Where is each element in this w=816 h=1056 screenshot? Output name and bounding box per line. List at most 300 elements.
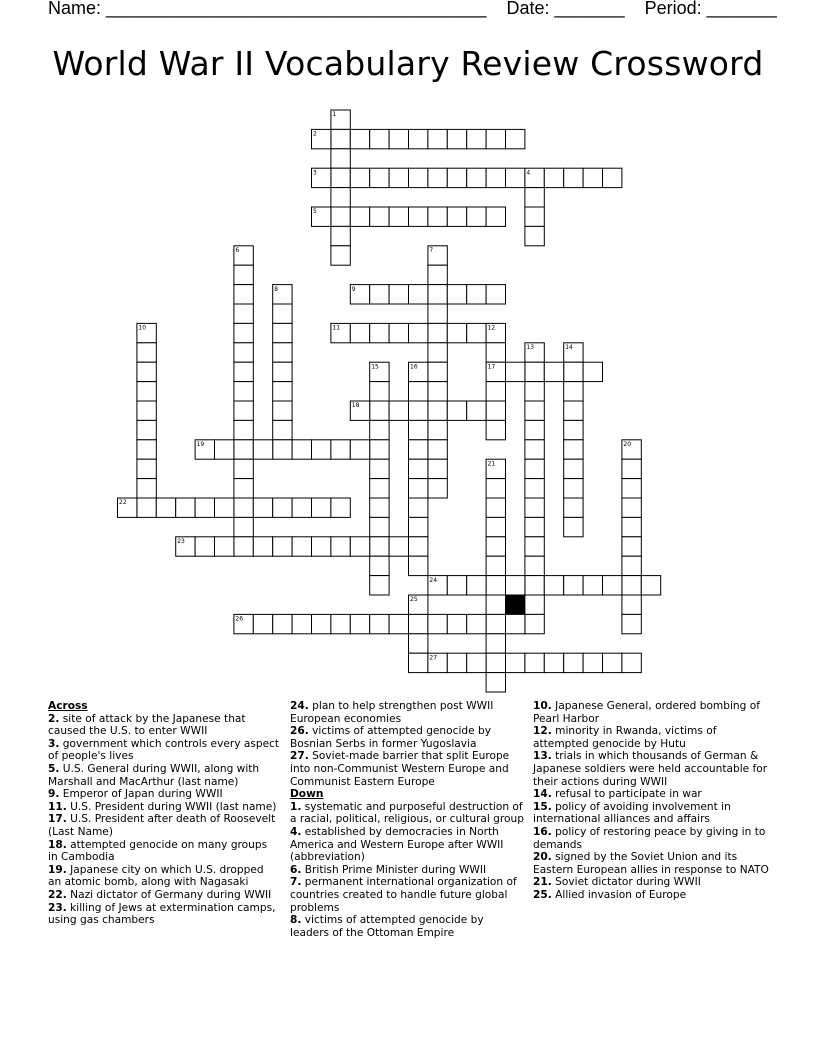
- grid-cell[interactable]: [622, 517, 641, 536]
- grid-cell[interactable]: [370, 440, 389, 459]
- grid-cell[interactable]: [389, 401, 408, 420]
- grid-cell[interactable]: [486, 576, 505, 595]
- grid-cell[interactable]: [428, 401, 447, 420]
- grid-cell[interactable]: [389, 537, 408, 556]
- grid-cell[interactable]: [350, 207, 369, 226]
- clue-text: policy of restoring peace by giving in to demands: [533, 825, 766, 851]
- grid-cell[interactable]: [234, 440, 253, 459]
- grid-cell[interactable]: [564, 382, 583, 401]
- grid-cell[interactable]: [447, 653, 466, 672]
- grid-cell[interactable]: [350, 440, 369, 459]
- grid-cell[interactable]: [273, 362, 292, 381]
- grid-cell[interactable]: [525, 188, 544, 207]
- grid-cell[interactable]: [525, 459, 544, 478]
- grid-cell[interactable]: [409, 382, 428, 401]
- grid-cell[interactable]: [389, 614, 408, 633]
- clue-item: [48, 738, 280, 763]
- period-label: Period:: [644, 0, 702, 18]
- grid-cell[interactable]: [525, 207, 544, 226]
- grid-cell[interactable]: [273, 537, 292, 556]
- clue-text: site of attack by the Japanese that caused the U.S. to enter WWII: [48, 712, 246, 738]
- grid-cell[interactable]: [486, 285, 505, 304]
- grid-cell[interactable]: [486, 614, 505, 633]
- grid-cell[interactable]: [409, 537, 428, 556]
- grid-cell[interactable]: [428, 285, 447, 304]
- grid-cell[interactable]: [564, 362, 583, 381]
- clue-text: trials in which thousands of German & Japanese soldiers were held accountable for their actions during WWII: [533, 750, 768, 788]
- clue-item: [533, 876, 769, 889]
- grid-cell[interactable]: [312, 498, 331, 517]
- date-label: Date:: [506, 0, 550, 18]
- grid-cell[interactable]: [525, 537, 544, 556]
- grid-cell[interactable]: [467, 614, 486, 633]
- grid-cell[interactable]: [234, 304, 253, 323]
- grid-cell[interactable]: [409, 440, 428, 459]
- grid-cell[interactable]: [234, 498, 253, 517]
- grid-cell[interactable]: [292, 440, 311, 459]
- clue-number-label: 24.: [290, 700, 309, 712]
- clue-number: 3: [313, 169, 317, 177]
- clue-column-3: [533, 700, 769, 902]
- grid-cell[interactable]: [234, 382, 253, 401]
- grid-cell[interactable]: [215, 440, 234, 459]
- clue-text: refusal to participate in war: [551, 788, 702, 801]
- grid-cell[interactable]: [350, 323, 369, 342]
- clue-number: 6: [235, 247, 240, 254]
- name-label: Name:: [48, 0, 102, 18]
- grid-cell[interactable]: [370, 459, 389, 478]
- clue-number: 27: [429, 654, 438, 662]
- grid-cell[interactable]: [370, 382, 389, 401]
- clue-heading-down: Down: [290, 788, 324, 801]
- clue-number-label: 21.: [533, 876, 552, 889]
- grid-cell[interactable]: [506, 653, 525, 672]
- grid-cell[interactable]: [234, 285, 253, 304]
- clue-text: signed by the Soviet Union and its Eastern European allies in response to NATO: [533, 851, 769, 876]
- grid-cell[interactable]: [622, 498, 641, 517]
- grid-cell[interactable]: [331, 246, 350, 265]
- grid-cell[interactable]: [331, 226, 350, 245]
- grid-cell[interactable]: [506, 168, 525, 187]
- grid-cell[interactable]: [137, 479, 156, 498]
- grid-cell[interactable]: [312, 440, 331, 459]
- grid-cell[interactable]: [467, 168, 486, 187]
- grid-cell[interactable]: [350, 129, 369, 148]
- grid-cell[interactable]: [273, 614, 292, 633]
- grid-cell[interactable]: [215, 498, 234, 517]
- grid-cell[interactable]: [486, 537, 505, 556]
- grid-cell[interactable]: [486, 382, 505, 401]
- grid-cell[interactable]: [564, 420, 583, 439]
- clue-number-label: 6.: [290, 863, 302, 876]
- grid-cell[interactable]: [195, 498, 214, 517]
- grid-cell[interactable]: [447, 285, 466, 304]
- grid-cell[interactable]: [370, 537, 389, 556]
- grid-cell[interactable]: [486, 401, 505, 420]
- grid-cell[interactable]: [467, 401, 486, 420]
- clue-number-label: 1.: [290, 800, 302, 813]
- clue-item: [48, 902, 280, 927]
- grid-cell[interactable]: [428, 343, 447, 362]
- grid-cell[interactable]: [486, 556, 505, 575]
- clue-text: Nazi dictator of Germany during WWII: [66, 888, 272, 901]
- grid-cell[interactable]: [234, 343, 253, 362]
- grid-cell[interactable]: [544, 362, 563, 381]
- grid-cell[interactable]: [370, 285, 389, 304]
- grid-cell[interactable]: [370, 323, 389, 342]
- grid-cell[interactable]: [137, 498, 156, 517]
- grid-cell[interactable]: [447, 576, 466, 595]
- grid-cell[interactable]: [564, 168, 583, 187]
- grid-cell[interactable]: [486, 634, 505, 653]
- grid-cell[interactable]: [428, 304, 447, 323]
- grid-cell[interactable]: [564, 653, 583, 672]
- grid-cell[interactable]: [525, 401, 544, 420]
- grid-cell[interactable]: [331, 440, 350, 459]
- clue-number: 26: [235, 615, 244, 623]
- grid-cell[interactable]: [389, 207, 408, 226]
- grid-cell[interactable]: [253, 440, 272, 459]
- grid-cell[interactable]: [370, 129, 389, 148]
- grid-cell[interactable]: [467, 323, 486, 342]
- grid-cell[interactable]: [428, 614, 447, 633]
- clue-text: permanent international organization of countries created to handle future global problems: [290, 876, 517, 914]
- grid-cell[interactable]: [331, 149, 350, 168]
- grid-cell[interactable]: [370, 614, 389, 633]
- grid-cell[interactable]: [215, 537, 234, 556]
- grid-cell[interactable]: [312, 614, 331, 633]
- grid-cell[interactable]: [234, 479, 253, 498]
- grid-cell[interactable]: [137, 401, 156, 420]
- clue-text: Allied invasion of Europe: [551, 888, 687, 901]
- grid-cell[interactable]: [370, 168, 389, 187]
- clue-text: Soviet-made barrier that split Europe into non-Communist Western Europe and Communist Eastern Europe: [290, 750, 510, 788]
- grid-cell[interactable]: [370, 401, 389, 420]
- grid-cell[interactable]: [506, 576, 525, 595]
- grid-cell[interactable]: [603, 168, 622, 187]
- grid-cell[interactable]: [370, 479, 389, 498]
- grid-cell[interactable]: [137, 343, 156, 362]
- clue-item: [290, 864, 526, 877]
- grid-cell[interactable]: [486, 420, 505, 439]
- grid-cell[interactable]: [234, 362, 253, 381]
- clue-number: 24: [429, 576, 438, 584]
- grid-cell[interactable]: [234, 537, 253, 556]
- name-blank[interactable]: ______________________________________: [106, 0, 487, 18]
- grid-cell[interactable]: [409, 479, 428, 498]
- grid-cell[interactable]: [292, 614, 311, 633]
- grid-cell[interactable]: [447, 614, 466, 633]
- grid-cell[interactable]: [331, 129, 350, 148]
- clue-number-label: 26.: [290, 725, 309, 738]
- grid-cell[interactable]: [409, 614, 428, 633]
- grid-cell[interactable]: [467, 129, 486, 148]
- clue-text: established by democracies in North America and Western Europe after WWII (abbreviation): [290, 825, 504, 864]
- grid-cell[interactable]: [137, 382, 156, 401]
- grid-cell[interactable]: [292, 498, 311, 517]
- grid-cell[interactable]: [486, 168, 505, 187]
- clue-text: Japanese General, ordered bombing of Pearl Harbor: [533, 700, 760, 725]
- period-blank[interactable]: _______: [706, 0, 777, 18]
- clue-number: 16: [410, 363, 418, 371]
- grid-cell[interactable]: [409, 653, 428, 672]
- grid-cell[interactable]: [253, 498, 272, 517]
- clue-number-label: 3.: [48, 737, 60, 750]
- grid-cell[interactable]: [603, 653, 622, 672]
- grid-cell[interactable]: [389, 285, 408, 304]
- grid-cell[interactable]: [409, 285, 428, 304]
- grid-cell[interactable]: [234, 265, 253, 284]
- clue-heading-across: Across: [48, 700, 88, 712]
- clue-item: [48, 788, 280, 801]
- grid-cell[interactable]: [137, 362, 156, 381]
- grid-cell[interactable]: [409, 207, 428, 226]
- clue-number: 2: [313, 130, 317, 138]
- grid-cell[interactable]: [350, 614, 369, 633]
- grid-cell[interactable]: [273, 343, 292, 362]
- grid-cell[interactable]: [350, 537, 369, 556]
- grid-cell[interactable]: [525, 595, 544, 614]
- grid-cell[interactable]: [176, 498, 195, 517]
- grid-cell[interactable]: [467, 285, 486, 304]
- clue-number-label: 15.: [533, 800, 552, 813]
- clue-item: [533, 750, 769, 788]
- grid-cell[interactable]: [273, 498, 292, 517]
- grid-cell[interactable]: [525, 382, 544, 401]
- grid-cell[interactable]: [525, 517, 544, 536]
- grid-cell[interactable]: [506, 129, 525, 148]
- clue-number: 19: [196, 441, 205, 448]
- grid-cell[interactable]: [409, 556, 428, 575]
- grid-cell[interactable]: [428, 129, 447, 148]
- clue-item: [290, 801, 526, 826]
- grid-cell[interactable]: [409, 517, 428, 536]
- grid-cell[interactable]: [331, 614, 350, 633]
- grid-cell[interactable]: [253, 537, 272, 556]
- grid-cell[interactable]: [331, 207, 350, 226]
- grid-cell[interactable]: [428, 420, 447, 439]
- date-blank[interactable]: _______: [554, 0, 625, 18]
- grid-cell[interactable]: [525, 498, 544, 517]
- grid-cell[interactable]: [447, 129, 466, 148]
- grid-cell[interactable]: [409, 634, 428, 653]
- grid-cell[interactable]: [234, 401, 253, 420]
- clue-number: 1: [332, 111, 337, 119]
- grid-cell[interactable]: [312, 537, 331, 556]
- grid-cell[interactable]: [428, 440, 447, 459]
- grid-cell[interactable]: [622, 459, 641, 478]
- grid-cell[interactable]: [583, 168, 602, 187]
- grid-cell[interactable]: [350, 168, 369, 187]
- grid-cell[interactable]: [525, 576, 544, 595]
- grid-cell[interactable]: [389, 323, 408, 342]
- clue-number-label: 27.: [290, 750, 309, 763]
- grid-cell[interactable]: [137, 420, 156, 439]
- grid-cell[interactable]: [583, 362, 602, 381]
- grid-cell[interactable]: [564, 440, 583, 459]
- grid-cell[interactable]: [564, 401, 583, 420]
- clue-text: British Prime Minister during WWII: [301, 863, 487, 876]
- clue-text: policy of avoiding involvement in international alliances and affairs: [533, 800, 731, 826]
- grid-cell[interactable]: [525, 226, 544, 245]
- clue-number-label: 11.: [48, 800, 67, 813]
- grid-cell[interactable]: [331, 537, 350, 556]
- grid-cell[interactable]: [641, 576, 660, 595]
- grid-cell[interactable]: [253, 614, 272, 633]
- clue-item: [533, 826, 769, 851]
- grid-cell[interactable]: [273, 420, 292, 439]
- grid-cell[interactable]: [273, 440, 292, 459]
- clue-number-label: 18.: [48, 838, 67, 851]
- grid-cell[interactable]: [428, 459, 447, 478]
- clue-item: [290, 725, 526, 750]
- clue-text: government which controls every aspect of people's lives: [48, 737, 280, 763]
- clue-number: 11: [332, 324, 341, 332]
- grid-cell[interactable]: [486, 479, 505, 498]
- grid-cell[interactable]: [428, 382, 447, 401]
- grid-cell[interactable]: [486, 343, 505, 362]
- grid-cell[interactable]: [603, 576, 622, 595]
- clue-text: attempted genocide on many groups in Cambodia: [48, 838, 268, 864]
- grid-cell[interactable]: [273, 401, 292, 420]
- grid-cell[interactable]: [273, 382, 292, 401]
- grid-cell[interactable]: [622, 595, 641, 614]
- grid-cell[interactable]: [622, 576, 641, 595]
- grid-cell[interactable]: [409, 323, 428, 342]
- clue-number: 23: [177, 538, 185, 545]
- grid-cell[interactable]: [486, 517, 505, 536]
- clue-column-1: [48, 700, 280, 927]
- clue-number-label: 17.: [48, 813, 67, 826]
- grid-cell[interactable]: [234, 459, 253, 478]
- grid-cell[interactable]: [234, 323, 253, 342]
- grid-cell[interactable]: [331, 498, 350, 517]
- grid-cell[interactable]: [583, 653, 602, 672]
- clue-text: Soviet dictator during WWII: [551, 876, 701, 889]
- grid-cell[interactable]: [409, 401, 428, 420]
- clue-text: killing of Jews at extermination camps, using gas chambers: [48, 901, 276, 927]
- grid-cell[interactable]: [486, 673, 505, 692]
- grid-cell[interactable]: [622, 614, 641, 633]
- grid-cell[interactable]: [525, 556, 544, 575]
- grid-cell[interactable]: [486, 595, 505, 614]
- grid-cell[interactable]: [525, 614, 544, 633]
- clue-number-label: 5.: [48, 762, 60, 775]
- grid-cell[interactable]: [156, 498, 175, 517]
- grid-cell[interactable]: [137, 459, 156, 478]
- grid-cell[interactable]: [370, 576, 389, 595]
- grid-cell[interactable]: [428, 207, 447, 226]
- grid-cell[interactable]: [428, 265, 447, 284]
- grid-cell[interactable]: [525, 362, 544, 381]
- grid-cell[interactable]: [564, 498, 583, 517]
- grid-cell[interactable]: [389, 129, 408, 148]
- grid-cell[interactable]: [409, 498, 428, 517]
- grid-cell[interactable]: [331, 168, 350, 187]
- clue-text: plan to help strengthen post WWII European economies: [290, 700, 494, 725]
- grid-cell[interactable]: [467, 207, 486, 226]
- grid-cell[interactable]: [428, 168, 447, 187]
- grid-cell[interactable]: [622, 479, 641, 498]
- grid-cell[interactable]: [273, 304, 292, 323]
- clue-item: [48, 763, 280, 788]
- grid-cell[interactable]: [622, 556, 641, 575]
- grid-cell[interactable]: [389, 168, 408, 187]
- grid-cell[interactable]: [428, 362, 447, 381]
- clue-number: 4: [526, 169, 531, 177]
- grid-cell[interactable]: [447, 401, 466, 420]
- grid-cell[interactable]: [428, 323, 447, 342]
- grid-cell[interactable]: [525, 440, 544, 459]
- clue-item: [48, 889, 280, 902]
- grid-cell[interactable]: [370, 420, 389, 439]
- clue-number: 8: [274, 285, 279, 293]
- grid-cell[interactable]: [331, 188, 350, 207]
- grid-cell[interactable]: [506, 362, 525, 381]
- grid-cell[interactable]: [234, 517, 253, 536]
- grid-cell[interactable]: [370, 498, 389, 517]
- clue-number: 17: [487, 363, 496, 371]
- grid-cell[interactable]: [525, 479, 544, 498]
- grid-cell[interactable]: [409, 459, 428, 478]
- grid-cell[interactable]: [467, 576, 486, 595]
- grid-cell[interactable]: [544, 168, 563, 187]
- grid-cell[interactable]: [409, 168, 428, 187]
- grid-cell[interactable]: [195, 537, 214, 556]
- clue-number-label: 12.: [533, 725, 552, 738]
- grid-cell[interactable]: [370, 207, 389, 226]
- grid-cell[interactable]: [525, 420, 544, 439]
- grid-cell[interactable]: [486, 498, 505, 517]
- grid-cell[interactable]: [486, 207, 505, 226]
- clue-item: [290, 826, 526, 864]
- clue-number: 21: [487, 460, 496, 468]
- clue-number: 20: [623, 441, 632, 448]
- grid-cell[interactable]: [234, 420, 253, 439]
- grid-cell[interactable]: [467, 653, 486, 672]
- grid-cell[interactable]: [583, 576, 602, 595]
- grid-cell[interactable]: [409, 420, 428, 439]
- clue-item: [533, 788, 769, 801]
- grid-cell[interactable]: [273, 323, 292, 342]
- grid-cell[interactable]: [428, 479, 447, 498]
- grid-cell[interactable]: [622, 537, 641, 556]
- clue-number-label: 9.: [48, 788, 60, 801]
- clue-number: 9: [351, 285, 356, 293]
- grid-cell[interactable]: [544, 576, 563, 595]
- grid-cell[interactable]: [447, 168, 466, 187]
- grid-cell[interactable]: [564, 479, 583, 498]
- grid-cell[interactable]: [370, 517, 389, 536]
- grid-cell[interactable]: [409, 129, 428, 148]
- clue-number: 22: [119, 499, 127, 507]
- grid-cell[interactable]: [564, 576, 583, 595]
- grid-cell[interactable]: [292, 537, 311, 556]
- grid-cell[interactable]: [370, 556, 389, 575]
- grid-cell[interactable]: [544, 653, 563, 672]
- grid-cell[interactable]: [486, 653, 505, 672]
- grid-cell[interactable]: [486, 129, 505, 148]
- grid-cell[interactable]: [447, 207, 466, 226]
- grid-cell[interactable]: [506, 614, 525, 633]
- grid-cell[interactable]: [525, 653, 544, 672]
- grid-cell[interactable]: [564, 459, 583, 478]
- grid-cell[interactable]: [564, 517, 583, 536]
- grid-cell[interactable]: [622, 653, 641, 672]
- grid-cell[interactable]: [447, 323, 466, 342]
- clue-number: 13: [526, 344, 535, 351]
- grid-cell[interactable]: [137, 440, 156, 459]
